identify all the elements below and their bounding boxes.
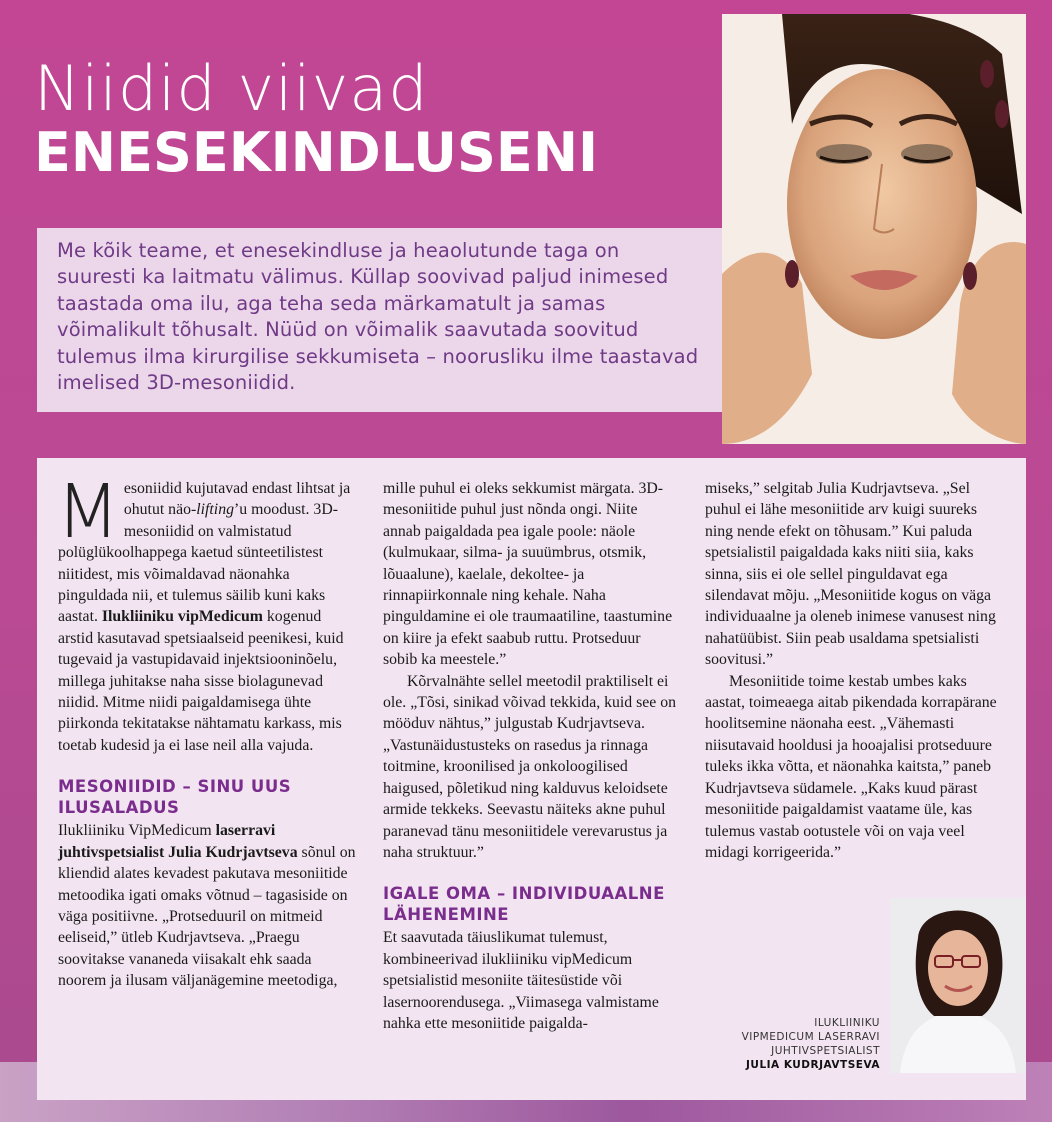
paragraph bbox=[56, 469, 358, 756]
title-line-2: ENESEKINDLUSENI bbox=[34, 121, 599, 184]
bold-run: Ilukliiniku vipMedicum bbox=[101, 608, 263, 626]
article-column-3 bbox=[705, 478, 1005, 863]
title-line-1: Niidid viivad bbox=[34, 52, 429, 125]
page-title bbox=[34, 52, 599, 184]
drop-cap: M bbox=[56, 469, 120, 555]
text-run: esoniidid kujutavad endast lihtsat ja ohutut näo- bbox=[123, 480, 351, 519]
caption-line: ILUKLIINIKU bbox=[814, 1017, 880, 1029]
paragraph: Et saavutada täiuslikumat tulemust, kombineerivad ilukliiniku vipMedicum spetsialistid mesoniite täitesüstide või lasernoorendusega. „Viimasega valmistame nahka ette mesoniitide paigalda- bbox=[383, 929, 659, 1032]
caption-name: JULIA KUDRJAVTSEVA bbox=[746, 1059, 880, 1071]
intro-text: Me kõik teame, et enesekindluse ja heaolutunde taga on suuresti ka laitmatu välimus. Küllap soovivad paljud inimesed taastada oma ilu, aga teha seda märkamatult ja samas võimalikult tõhusalt. Nüüd on võimalik saavutada soovitud tulemus ilma kirurgilise sekkumiseta – noorusliku ilme taastavad imelised 3D-mesoniidid. bbox=[57, 239, 699, 395]
paragraph: Kõrvalnähte sellel meetodil praktiliselt ei ole. „Tõsi, sinikad võivad tekkida, kuid see on mööduv nähtus,” julgustab Kudrjavtseva. „Vastunäidustusteks on rasedus ja rinnaga toitmine, kroonilised ja onkoloogilised haigused, põletikud ning kalduvus keloidsete armide tekkeks. Seevastu näiteks akne puhul paranevad tänu mesoniitidele verevarustus ja naha struktuur.” bbox=[383, 672, 677, 861]
text-run: kogenud arstid kasutavad spetsiaalseid peenikesi, kuid tugevaid ja vastupidavaid injektsiooninõelu, millega juhitakse naha sisse biolagunevad niidid. Mitme niidi paigaldamisega ühte piirkonda tekitatakse nähtamatu karkass, mis toetab kudesid ja ei lase neil alla vajuda. bbox=[58, 608, 344, 754]
subheading: IGALE OMA – INDIVIDUAALNE LÄHENEMINE bbox=[383, 884, 665, 925]
portrait-caption bbox=[700, 1016, 880, 1072]
paragraph bbox=[58, 820, 358, 991]
article-column-2 bbox=[383, 478, 678, 1034]
caption-line: JUHTIVSPETSIALIST bbox=[771, 1045, 880, 1057]
paragraph: mille puhul ei oleks sekkumist märgata. 3D-mesoniitide puhul just nõnda ongi. Niite annab paigaldada pea igale poole: näole (kulmukaar, silma- ja suuümbrus, otsmik, lõuaalune), kaelale, dekoltee- ja rinnapiirkonnale ning kehale. Naha pinguldamine ei ole traumaatiline, taastumine on kiire ja efekt saabub ruttu. Protseduur sobib ka meestele.” bbox=[383, 480, 673, 669]
text-run: sõnul on kliendid alates kevadest pakutava mesoniitide metoodika igati omaks võtnud – tagasiside on väga positiivne. „Protseduuril on mitmeid eeliseid,” ütleb Kudrjavtseva. „Praegu soovitakse vananeda viisakalt ehk saada noorem ja ilusam väljanägemine meetodiga, bbox=[58, 843, 356, 990]
text-run: ’u moodust. 3D-mesoniidid on valmistatud polüglükoolhappega kaetud sünteetilistest niitidest, mis võimaldavad näonahka pinguldada nii, et tulemus säilib kuni kaks aastat. bbox=[58, 501, 338, 626]
italic-run: lifting bbox=[196, 501, 234, 519]
subheading: MESONIIDID – SINU UUS ILUSALADUS bbox=[58, 777, 292, 818]
text-run: Ilukliiniku VipMedicum bbox=[58, 822, 216, 840]
paragraph: miseks,” selgitab Julia Kudrjavtseva. „Sel puhul ei lähe mesoniitide arv kuigi suureks ning nende efekt on tõhusam.” Kui paluda spetsialistil paigaldada kaks niiti siia, kaks sinna, siis ei ole sellel pinguldavat ega silendavat mõju. „Mesoniitide kogus on väga individuaalne ja oleneb inimese vanusest ning nahatüübist. Siin peab usaldama spetsialisti soovitusi.” bbox=[705, 480, 996, 669]
specialist-portrait bbox=[890, 898, 1026, 1073]
caption-line: VIPMEDICUM LASERRAVI bbox=[741, 1031, 880, 1043]
article-column-1 bbox=[56, 469, 358, 992]
bold-run: laserravi juhtivspetsialist Julia Kudrjavtseva bbox=[58, 822, 298, 861]
woman-face-photo bbox=[722, 14, 1026, 444]
intro-box bbox=[37, 228, 722, 412]
paragraph: Mesoniitide toime kestab umbes kaks aastat, toimeaega aitab pikendada korrapärane hoolitsemine näonaha eest. „Vähemasti niisutavaid hooldusi ja hooajalisi protseduure tuleks ikka võtta, et näonahka kaitsta,” paneb Kudrjavtseva südamele. „Kaks kuud pärast mesoniitide paigaldamist vaatame üle, kas tulemus vastab ootustele või on vaja veel midagi korrigeerida.” bbox=[705, 672, 997, 861]
